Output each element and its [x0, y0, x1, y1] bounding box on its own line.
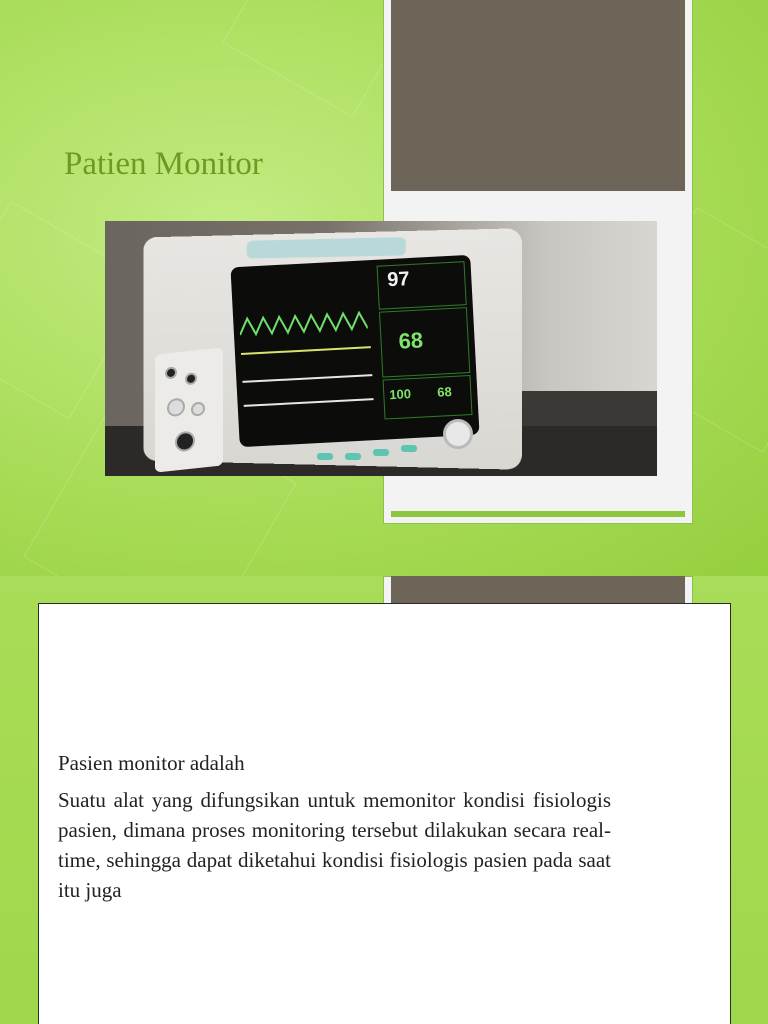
- spo2-readout: 97: [386, 268, 411, 292]
- monitor-handle: [247, 237, 406, 258]
- monitor-screen: [230, 255, 479, 447]
- port-icon: [175, 430, 195, 452]
- bp-diastolic-readout: 68: [436, 384, 453, 400]
- readout-box: [379, 307, 470, 378]
- slide-title: Patien Monitor: [64, 146, 263, 182]
- trace-line: [244, 398, 374, 407]
- control-button: [373, 449, 389, 456]
- definition-heading: Pasien monitor adalah: [58, 751, 245, 775]
- control-dial: [443, 419, 473, 449]
- trace-line: [241, 346, 371, 355]
- port-icon: [167, 397, 185, 417]
- heart-rate-readout: 68: [397, 327, 424, 354]
- port-icon: [165, 366, 177, 379]
- port-icon: [191, 401, 205, 416]
- monitor-side-ports: [155, 347, 223, 472]
- control-button: [317, 453, 333, 460]
- bp-systolic-readout: 100: [388, 386, 412, 403]
- port-icon: [185, 372, 197, 385]
- control-button: [345, 453, 361, 460]
- definition-paragraph: Suatu alat yang difungsikan untuk memonitor kondisi fisiologis pasien, dimana proses monitoring tersebut dilakukan secara real-time, sehingga dapat diketahui kondisi fisiologis pasien pada saat itu juga: [58, 788, 611, 902]
- side-panel-dark-block: [391, 0, 685, 191]
- side-panel-accent-bar: [391, 511, 685, 517]
- ecg-waveform: [239, 306, 368, 341]
- trace-line: [242, 374, 372, 383]
- control-button: [401, 445, 417, 452]
- slide-2: [0, 576, 768, 1024]
- patient-monitor-photo: [105, 221, 657, 476]
